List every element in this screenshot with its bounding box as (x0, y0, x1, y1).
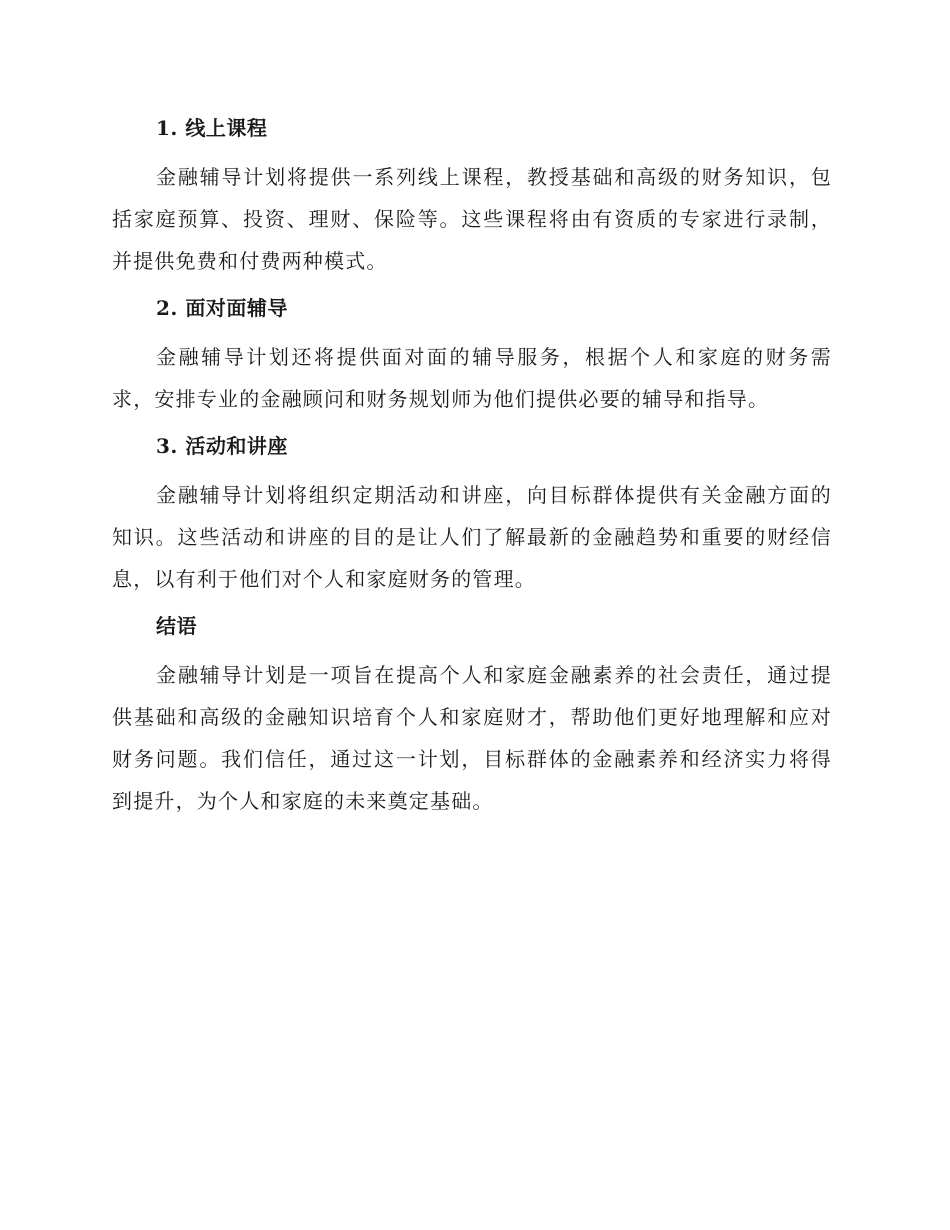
section-paragraph: 金融辅导计划是一项旨在提高个人和家庭金融素养的社会责任，通过提供基础和高级的金融知识培育个人和家庭财才，帮助他们更好地理解和应对财务问题。我们信任，通过这一计划，目标群体的金融素养和经济实力将得到提升，为个人和家庭的未来奠定基础。 (112, 663, 832, 813)
document-content (112, 112, 832, 832)
section-online-courses (112, 112, 832, 282)
section-conclusion (112, 610, 832, 822)
section-heading: 2. 面对面辅导 (156, 296, 288, 320)
section-paragraph: 金融辅导计划将提供一系列线上课程，教授基础和高级的财务知识，包括家庭预算、投资、理财、保险等。这些课程将由有资质的专家进行录制，并提供免费和付费两种模式。 (112, 165, 832, 273)
section-heading: 1. 线上课程 (156, 116, 268, 140)
section-events-lectures (112, 430, 832, 600)
section-heading: 结语 (156, 614, 197, 638)
section-paragraph: 金融辅导计划还将提供面对面的辅导服务，根据个人和家庭的财务需求，安排专业的金融顾问和财务规划师为他们提供必要的辅导和指导。 (112, 345, 832, 411)
section-face-to-face (112, 292, 832, 420)
section-paragraph: 金融辅导计划将组织定期活动和讲座，向目标群体提供有关金融方面的知识。这些活动和讲座的目的是让人们了解最新的金融趋势和重要的财经信息，以有利于他们对个人和家庭财务的管理。 (112, 483, 832, 591)
section-heading: 3. 活动和讲座 (156, 434, 288, 458)
